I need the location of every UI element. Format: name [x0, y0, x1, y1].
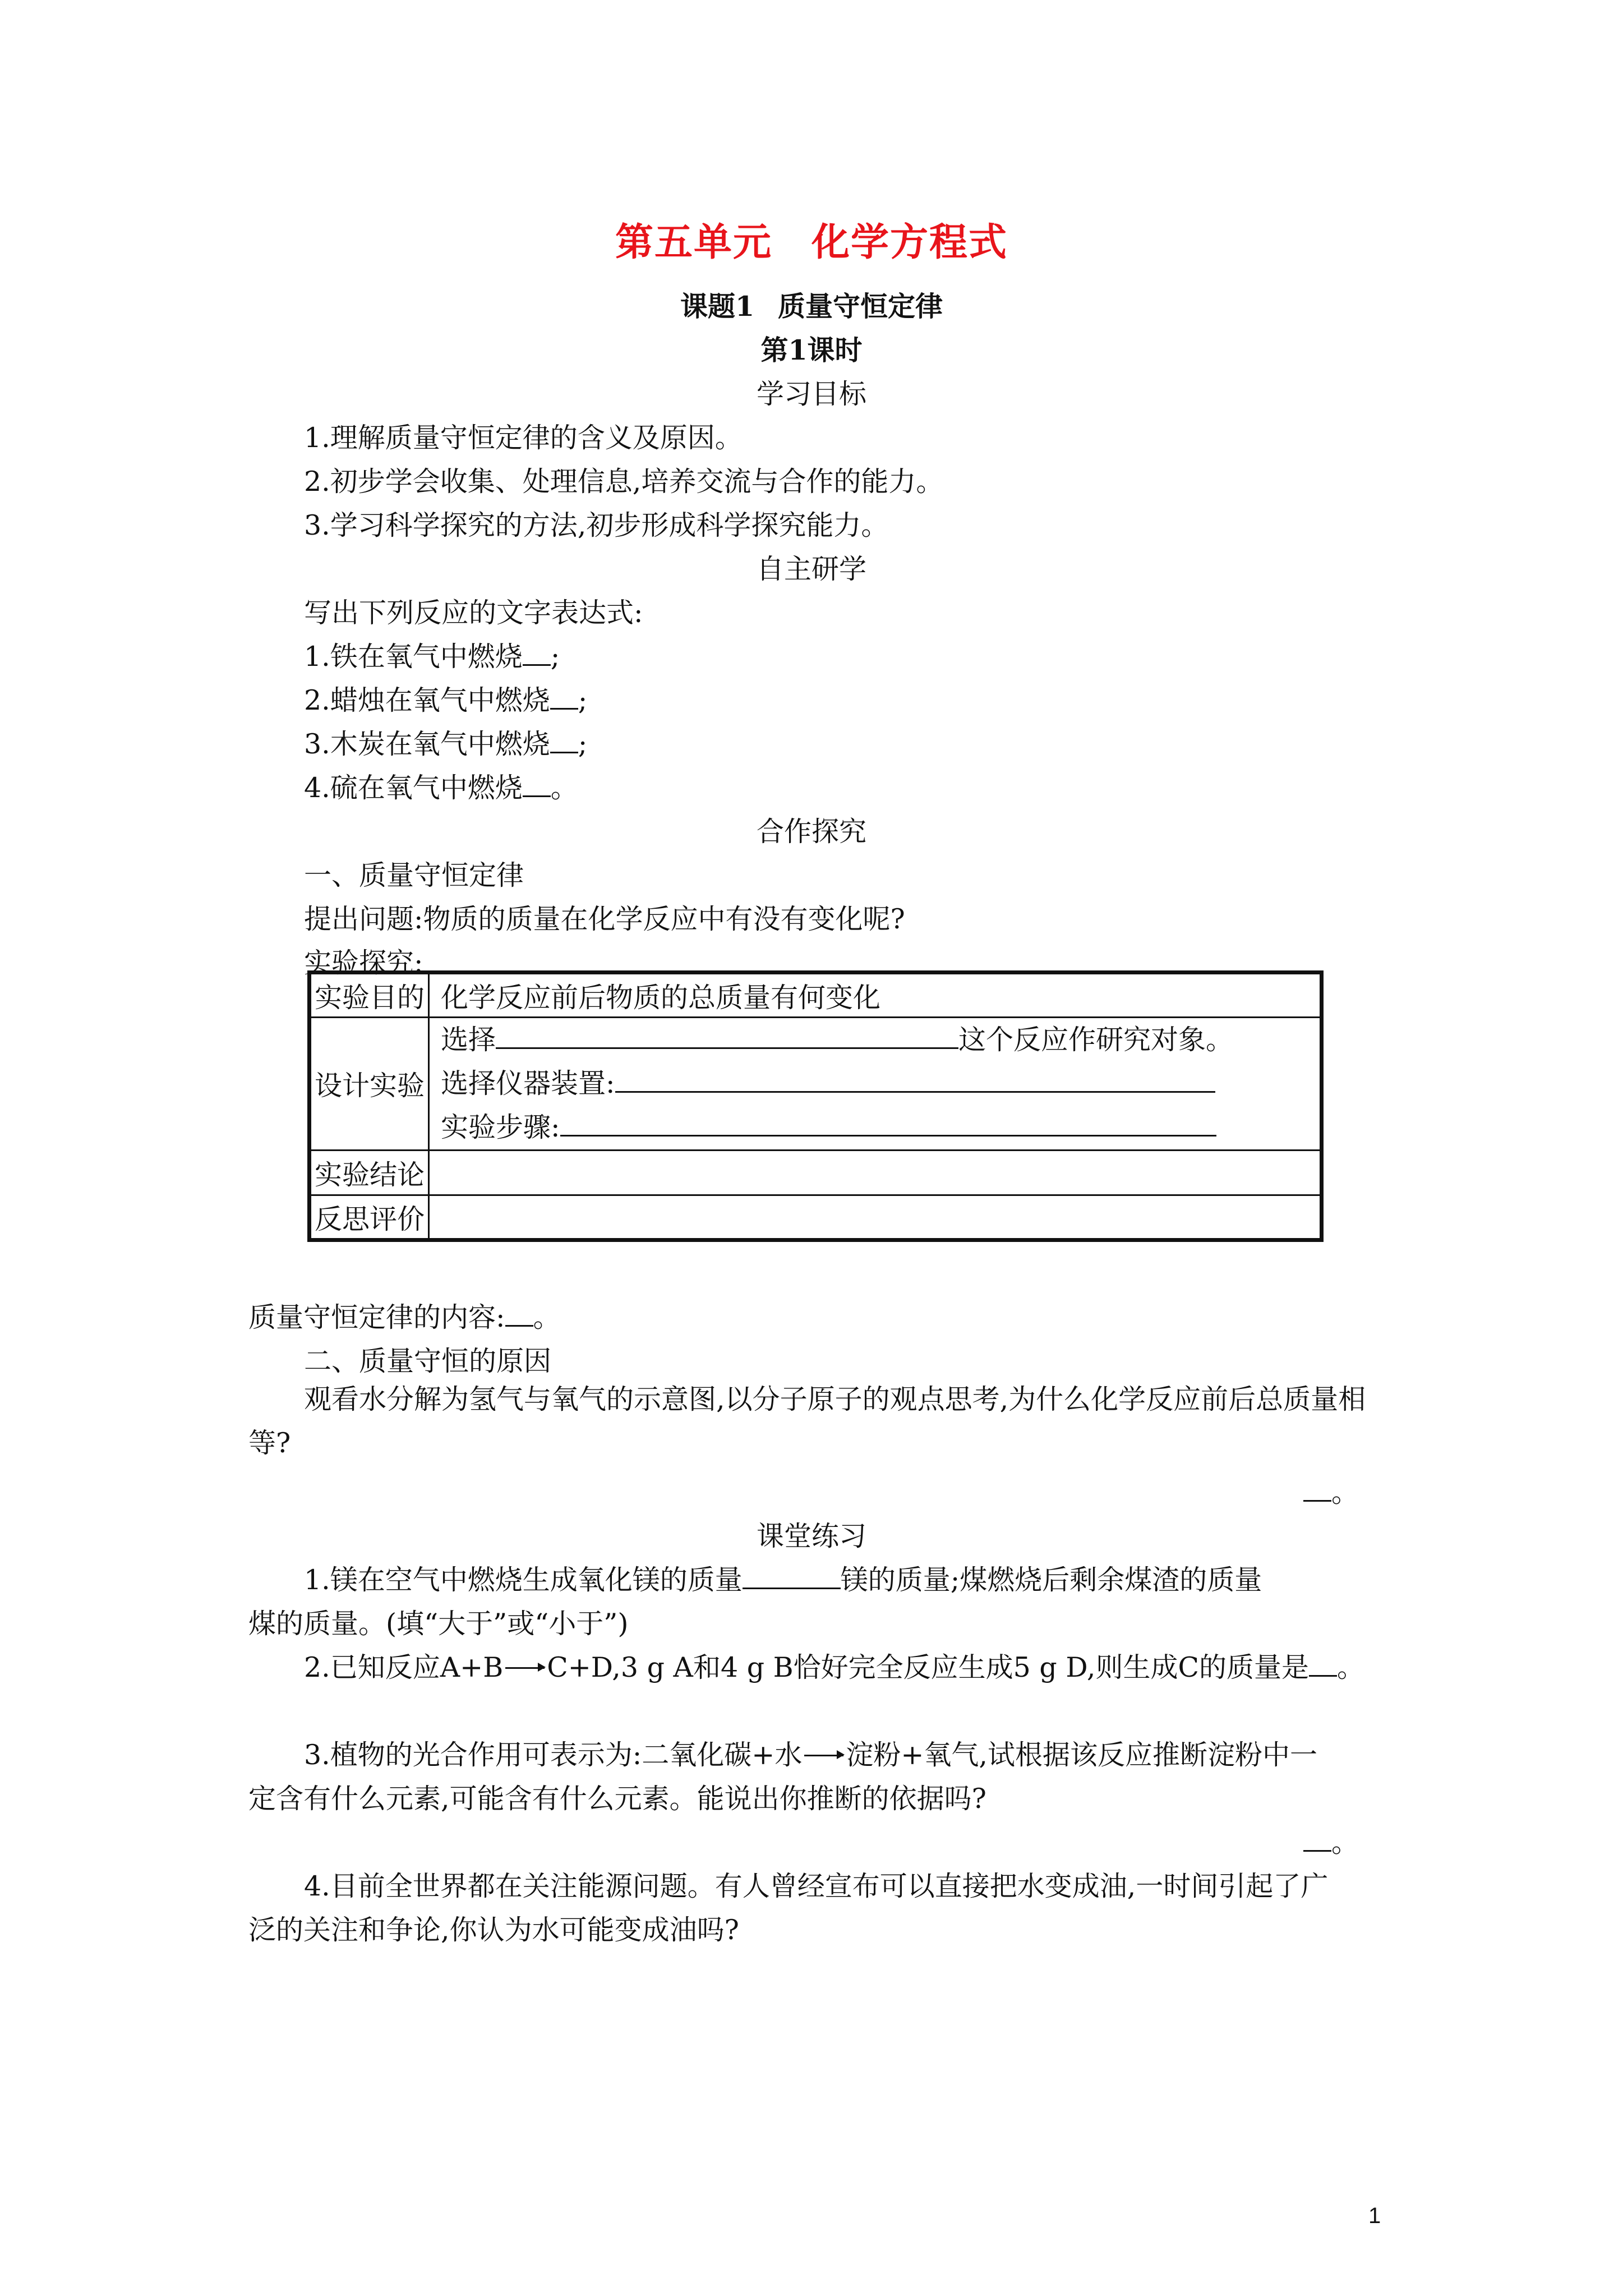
answer-blank[interactable] — [550, 682, 578, 710]
purpose-value: 化学反应前后物质的总质量有何变化 — [429, 973, 1322, 1018]
practice-q1-line2: 煤的质量。(填“大于”或“小于”) — [248, 1608, 629, 1640]
conclusion-cell[interactable] — [429, 1151, 1322, 1195]
practice-q1-line1: 1.镁在空气中燃烧生成氧化镁的质量 镁的质量;煤燃烧后剩余煤渣的质量 — [304, 1558, 1262, 1598]
answer-blank[interactable] — [1303, 1824, 1331, 1852]
practice-q4-line1: 4.目前全世界都在关注能源问题。有人曾经宣布可以直接把水变成油,一时间引起了广 — [304, 1870, 1329, 1902]
answer-blank[interactable] — [550, 726, 578, 753]
lesson-number: 课题1 — [680, 290, 755, 323]
experiment-table — [307, 970, 1324, 1242]
table-row — [310, 973, 1322, 1018]
page-number: 1 — [1368, 2203, 1381, 2228]
design-select-line: 选择 这个反应作研究对象。 — [441, 1018, 1308, 1062]
conclusion-label: 实验结论 — [310, 1151, 429, 1195]
reflection-cell[interactable] — [429, 1195, 1322, 1240]
lesson-name: 质量守恒定律 — [778, 290, 943, 323]
subheading-conservation-reason: 二、质量守恒的原因 — [304, 1345, 552, 1377]
goal-item: 1.理解质量守恒定律的含义及原因。 — [304, 422, 743, 454]
reaction-arrow-icon — [804, 1755, 843, 1756]
answer-blank[interactable] — [1303, 1474, 1331, 1502]
reason-answer-line: 。 — [1303, 1471, 1359, 1510]
unit-title-number: 第五单元 — [615, 220, 772, 265]
design-steps-line: 实验步骤: — [441, 1106, 1308, 1149]
section-heading-self-study: 自主研学 — [756, 553, 866, 585]
self-study-item: 2.蜡烛在氧气中燃烧 ; — [304, 679, 587, 718]
answer-blank[interactable] — [496, 1022, 958, 1049]
unit-title-name: 化学方程式 — [811, 220, 1008, 265]
self-study-item: 4.硫在氧气中燃烧 。 — [304, 766, 578, 806]
reason-paragraph: 观看水分解为氢气与氧气的示意图,以分子原子的观点思考,为什么化学反应前后总质量相等? — [248, 1383, 1366, 1459]
section-heading-cooperate: 合作探究 — [756, 816, 866, 848]
law-content-line: 质量守恒定律的内容: 。 — [248, 1296, 561, 1335]
section-heading-practice: 课堂练习 — [756, 1520, 866, 1552]
reaction-arrow-icon — [505, 1667, 545, 1669]
practice-q2: 2.已知反应A+B C+D,3 g A和4 g B恰好完全反应生成5 g D,则生成C的质量是 。 — [304, 1646, 1364, 1685]
answer-blank[interactable] — [523, 638, 551, 666]
explore-label: 实验探究: — [304, 947, 423, 979]
practice-q4-line2: 泛的关注和争论,你认为水可能变成油吗? — [248, 1914, 739, 1946]
reflection-label: 反思评价 — [310, 1195, 429, 1240]
table-row — [310, 1151, 1322, 1195]
lesson-title — [0, 285, 1623, 324]
self-study-intro: 写出下列反应的文字表达式: — [304, 597, 643, 629]
practice-q3-line1: 3.植物的光合作用可表示为:二氧化碳+水 淀粉+氧气,试根据该反应推断淀粉中一 — [304, 1739, 1317, 1771]
answer-blank[interactable] — [560, 1109, 1216, 1137]
table-row — [310, 1195, 1322, 1240]
design-instrument-line: 选择仪器装置: — [441, 1062, 1308, 1106]
answer-blank[interactable] — [615, 1065, 1215, 1093]
self-study-item: 3.木炭在氧气中燃烧 ; — [304, 723, 587, 762]
table-row — [310, 1018, 1322, 1151]
practice-q3-answer: 。 — [1303, 1821, 1359, 1860]
question-text: 提出问题:物质的质量在化学反应中有没有变化呢? — [304, 903, 905, 935]
practice-q3-line2: 定含有什么元素,可能含有什么元素。能说出你推断的依据吗? — [248, 1783, 986, 1815]
design-cell — [429, 1018, 1322, 1151]
goal-item: 2.初步学会收集、处理信息,培养交流与合作的能力。 — [304, 466, 944, 498]
unit-title — [0, 212, 1623, 266]
section-heading-goals: 学习目标 — [756, 378, 866, 410]
goal-item: 3.学习科学探究的方法,初步形成科学探究能力。 — [304, 509, 889, 541]
purpose-label: 实验目的 — [310, 973, 429, 1018]
answer-blank[interactable] — [743, 1562, 841, 1589]
self-study-item: 1.铁在氧气中燃烧 ; — [304, 635, 560, 674]
answer-blank[interactable] — [505, 1299, 533, 1327]
period-title: 第1课时 — [760, 334, 863, 366]
design-label: 设计实验 — [310, 1018, 429, 1151]
answer-blank[interactable] — [523, 770, 551, 797]
subheading-conservation-law: 一、质量守恒定律 — [304, 859, 524, 891]
answer-blank[interactable] — [1309, 1649, 1337, 1677]
